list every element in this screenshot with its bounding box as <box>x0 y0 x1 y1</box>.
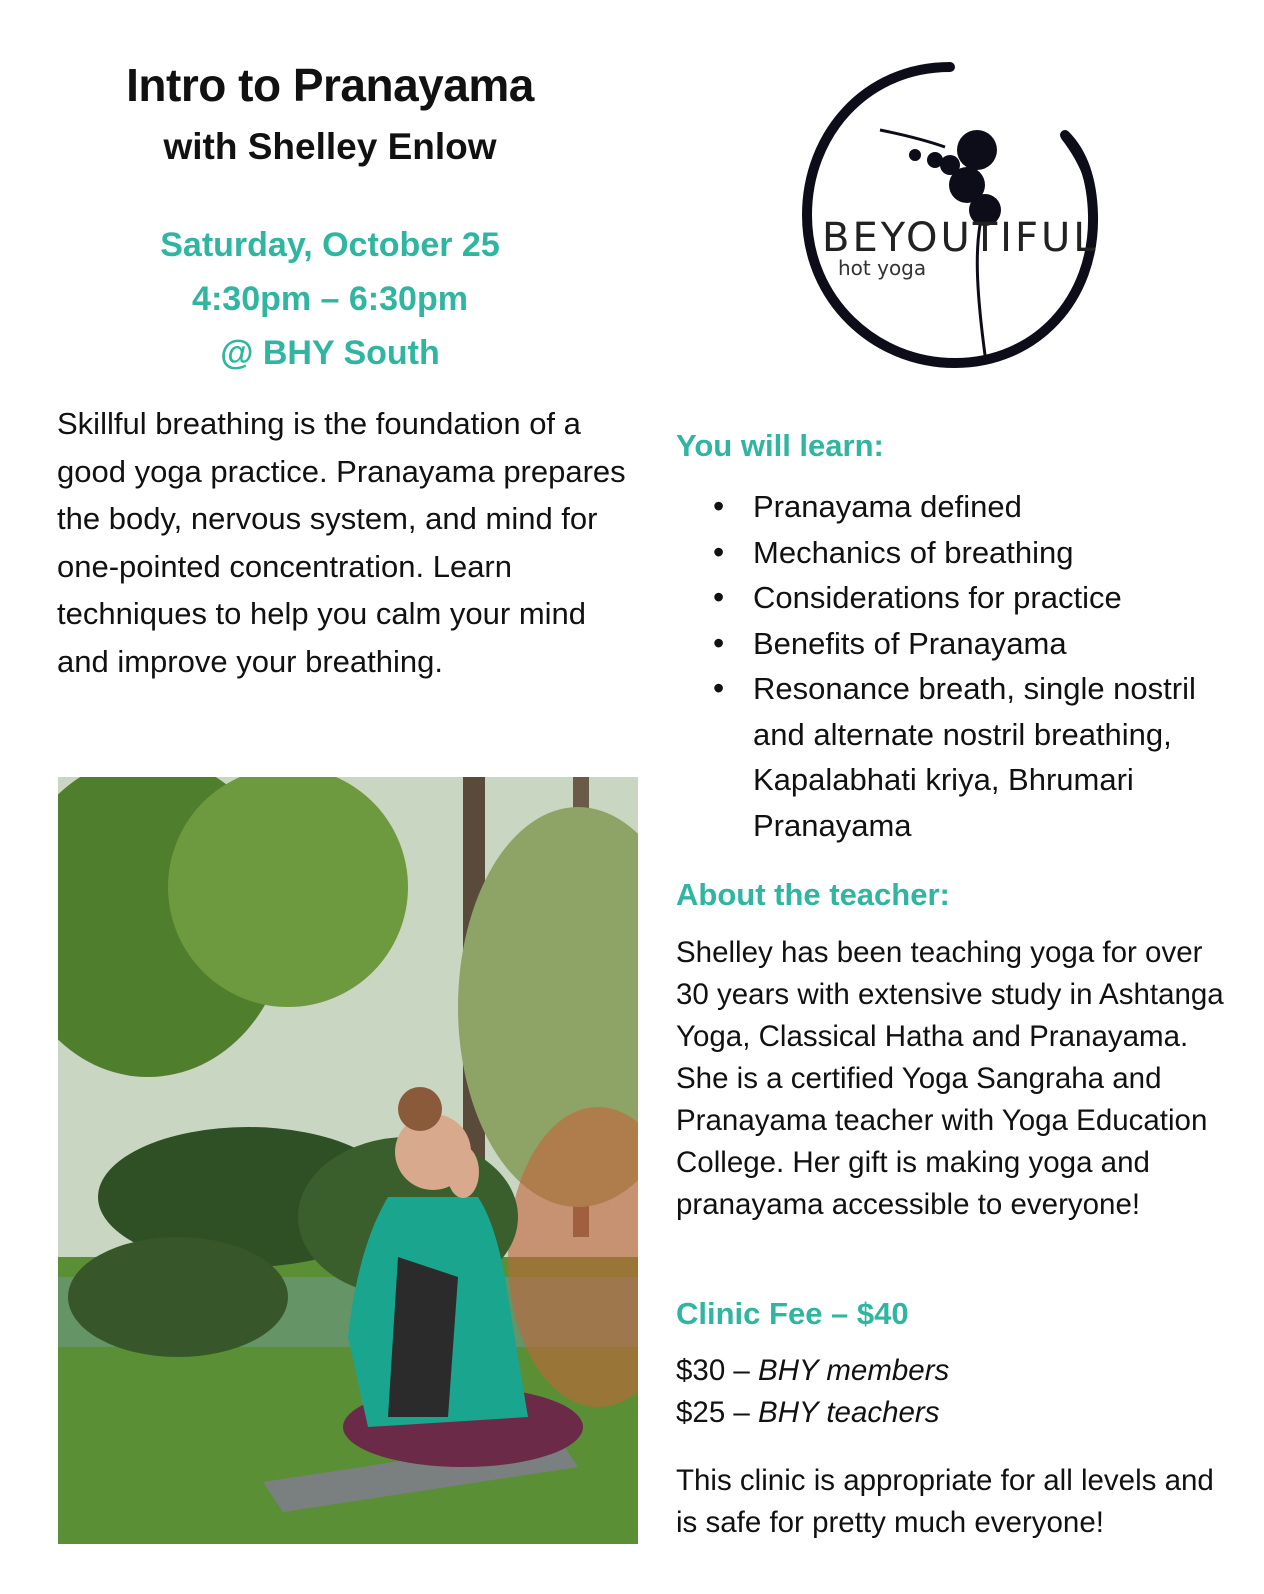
event-date: Saturday, October 25 <box>160 226 500 264</box>
fee-heading: Clinic Fee – $40 <box>676 1296 909 1331</box>
page-title: Intro to Pranayama <box>126 59 534 111</box>
logo-wordmark: BEYOUTIFUL <box>822 215 1099 261</box>
page-subtitle: with Shelley Enlow <box>163 126 497 167</box>
closing-note: This clinic is appropriate for all levels and is safe for pretty much everyone! <box>676 1464 1214 1539</box>
fee-tier-teachers <box>676 1392 949 1434</box>
list-item: • Mechanics of breathing <box>676 530 1216 576</box>
list-item: • Considerations for practice <box>676 575 1216 621</box>
fee-price: $30 – <box>676 1354 759 1387</box>
fee-price: $25 – <box>676 1396 759 1429</box>
event-time: 4:30pm – 6:30pm <box>192 280 468 318</box>
fee-group: BHY teachers <box>758 1396 940 1429</box>
teacher-photo <box>58 777 638 1544</box>
list-item: • Pranayama defined <box>676 484 1216 530</box>
fee-tiers <box>676 1350 949 1434</box>
photo-illustration <box>58 777 638 1544</box>
intro-paragraph: Skillful breathing is the foundation of a good yoga practice. Pranayama prepares the body, nervous system, and mind for one-pointed concentration. Learn techniques to help you calm your mind and improve your breathing. <box>57 406 626 679</box>
list-item: • Benefits of Pranayama <box>676 621 1216 667</box>
list-item: • Resonance breath, single nostril and alternate nostril breathing, Kapalabhati kriya, Bhrumari Pranayama <box>676 666 1216 848</box>
teacher-heading: About the teacher: <box>676 877 950 912</box>
learn-heading: You will learn: <box>676 428 884 463</box>
event-location: @ BHY South <box>220 334 440 372</box>
fee-tier-members <box>676 1350 949 1392</box>
logo-tagline: hot yoga <box>838 256 927 280</box>
teacher-bio: Shelley has been teaching yoga for over 30 years with extensive study in Ashtanga Yoga, Classical Hatha and Pranayama. She is a certified Yoga Sangraha and Pranayama teacher with Yoga Education College. Her gift is making yoga and pranayama accessible to everyone! <box>676 936 1224 1221</box>
fee-group: BHY members <box>758 1354 950 1387</box>
event-details <box>40 218 620 380</box>
learn-list <box>676 484 1216 848</box>
